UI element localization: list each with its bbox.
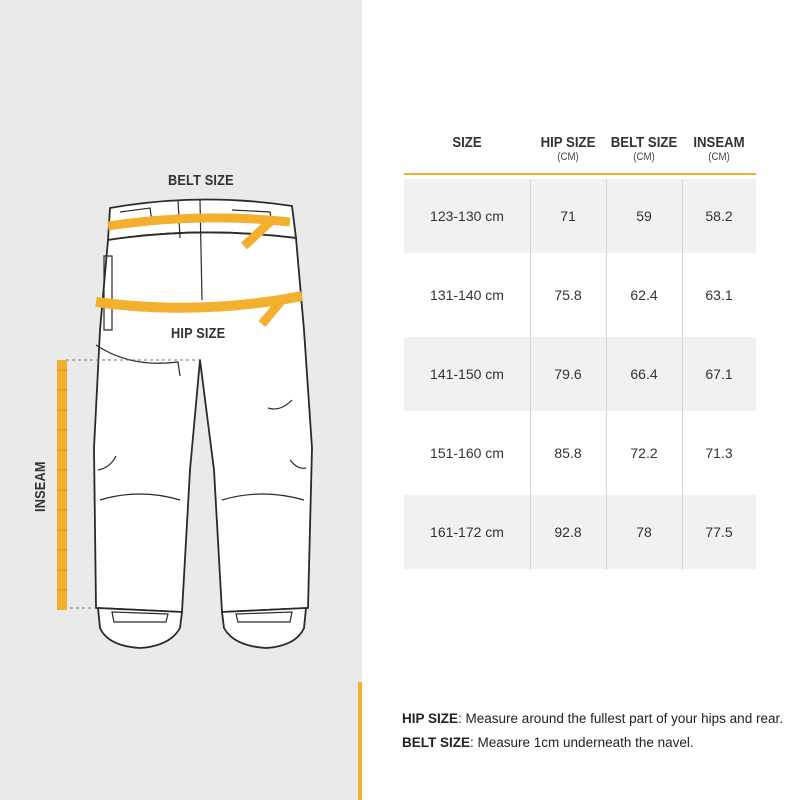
cell-inseam: 77.5 bbox=[705, 524, 733, 540]
table-row bbox=[404, 495, 756, 569]
inseam-label: INSEAM bbox=[32, 461, 49, 512]
header-belt-size: BELT SIZE (CM) bbox=[610, 134, 678, 163]
header-inseam: INSEAM (CM) bbox=[686, 134, 751, 163]
belt-note-text: : Measure 1cm underneath the navel. bbox=[470, 735, 694, 750]
header-size: SIZE bbox=[452, 134, 482, 151]
belt-note bbox=[402, 731, 792, 755]
cell-hip: 85.8 bbox=[554, 445, 582, 461]
column-divider bbox=[530, 179, 531, 570]
cell-size: 151-160 cm bbox=[430, 445, 504, 461]
cell-belt: 66.4 bbox=[630, 366, 658, 382]
cell-belt: 78 bbox=[636, 524, 652, 540]
table-row bbox=[404, 416, 756, 490]
cell-size: 131-140 cm bbox=[430, 287, 504, 303]
cell-hip: 71 bbox=[560, 208, 576, 224]
column-divider bbox=[682, 179, 683, 570]
belt-size-label: BELT SIZE bbox=[168, 172, 234, 189]
notes-accent-bar bbox=[358, 682, 362, 800]
header-unit: (CM) bbox=[633, 151, 655, 163]
table-row bbox=[404, 337, 756, 411]
table-header bbox=[404, 130, 756, 174]
cell-size: 161-172 cm bbox=[430, 524, 504, 540]
cell-inseam: 58.2 bbox=[705, 208, 733, 224]
pants-diagram bbox=[0, 0, 362, 800]
header-unit: (CM) bbox=[708, 151, 730, 163]
diagram-panel bbox=[0, 0, 362, 800]
hip-size-label: HIP SIZE bbox=[171, 325, 226, 342]
table-body bbox=[404, 179, 756, 574]
cell-belt: 59 bbox=[636, 208, 652, 224]
hip-note bbox=[402, 707, 792, 731]
cell-inseam: 63.1 bbox=[705, 287, 733, 303]
header-divider bbox=[404, 173, 756, 175]
size-chart-table bbox=[404, 130, 756, 540]
hip-note-text: : Measure around the fullest part of your hips and rear. bbox=[458, 711, 783, 726]
cell-belt: 62.4 bbox=[630, 287, 658, 303]
belt-note-term: BELT SIZE bbox=[402, 735, 471, 750]
inseam-tape bbox=[57, 360, 67, 610]
cell-size: 141-150 cm bbox=[430, 366, 504, 382]
table-row bbox=[404, 179, 756, 253]
hip-note-term: HIP SIZE bbox=[402, 711, 459, 726]
cell-inseam: 71.3 bbox=[705, 445, 733, 461]
column-divider bbox=[606, 179, 607, 570]
measurement-notes bbox=[402, 707, 792, 755]
cell-hip: 75.8 bbox=[554, 287, 582, 303]
cell-inseam: 67.1 bbox=[705, 366, 733, 382]
cell-size: 123-130 cm bbox=[430, 208, 504, 224]
header-hip-size: HIP SIZE (CM) bbox=[535, 134, 602, 163]
header-unit: (CM) bbox=[557, 151, 579, 163]
table-row bbox=[404, 258, 756, 332]
cell-hip: 79.6 bbox=[554, 366, 582, 382]
cell-belt: 72.2 bbox=[630, 445, 658, 461]
cell-hip: 92.8 bbox=[554, 524, 582, 540]
